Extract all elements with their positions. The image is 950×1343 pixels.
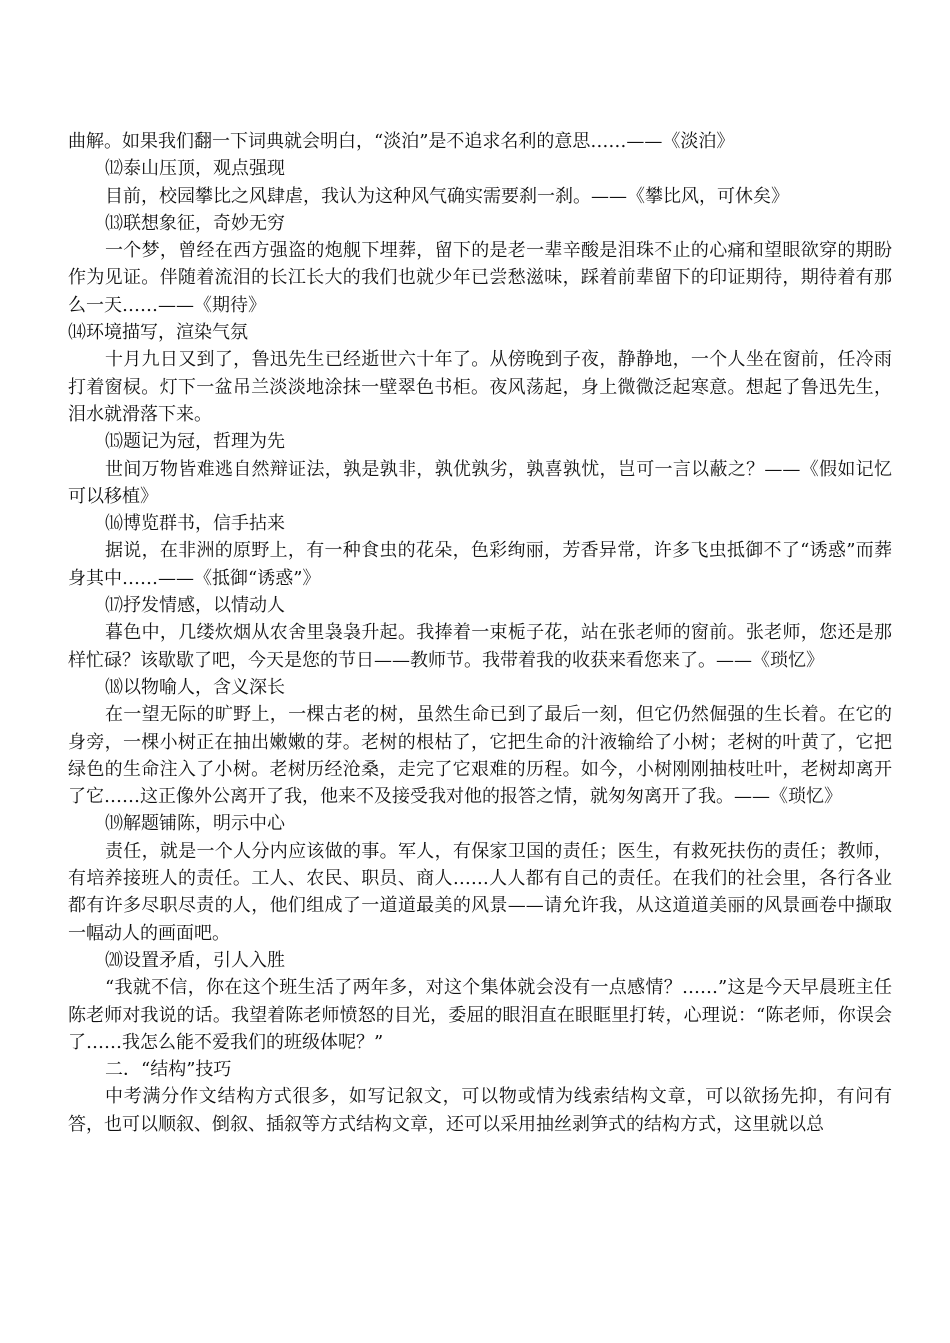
heading-20: ⒇设置矛盾，引人入胜 — [105, 949, 285, 971]
heading-12: ⑿泰山压顶，观点强现 — [105, 158, 285, 180]
heading-15: ⒂题记为冠，哲理为先 — [105, 431, 285, 453]
paragraph-20: “我就不信，你在这个班生活了两年多，对这个集体就会没有一点感情？……”这是今天早晨班主任陈老师对我说的话。我望着陈老师愤怒的目光，委屈的眼泪直在眼眶里打转，心理说：“陈老师，你误会了……我怎么能不爱我们的班级体呢？” — [68, 977, 892, 1053]
heading-14: ⒁环境描写，渲染气氛 — [68, 322, 248, 344]
heading-18: ⒅以物喻人，含义深长 — [105, 676, 285, 698]
paragraph-structure: 中考满分作文结构方式很多，如写记叙文，可以物或情为线索结构文章，可以欲扬先抑，有问有答，也可以顺叙、倒叙、插叙等方式结构文章，还可以采用抽丝剥笋式的结构方式，这里就以总 — [68, 1086, 892, 1135]
paragraph-14: 十月九日又到了，鲁迅先生已经逝世六十年了。从傍晚到子夜，静静地，一个人坐在窗前，任冷雨打着窗棂。灯下一盆吊兰淡淡地涂抹一壁翠色书柜。夜风荡起，身上微微泛起寒意。想起了鲁迅先生，泪水就滑落下来。 — [68, 349, 892, 425]
heading-19: ⒆解题铺陈，明示中心 — [105, 813, 285, 835]
heading-17: ⒄抒发情感，以情动人 — [105, 595, 285, 617]
section-heading-structure: 二．“结构”技巧 — [105, 1059, 232, 1081]
paragraph-15: 世间万物皆难逃自然辩证法，孰是孰非，孰优孰劣，孰喜孰忧，岂可一言以蔽之？——《假如记忆可以移植》 — [68, 458, 892, 507]
paragraph-16: 据说，在非洲的原野上，有一种食虫的花朵，色彩绚丽，芳香异常，许多飞虫抵御不了“诱惑”而葬身其中……——《抵御“诱惑”》 — [68, 540, 892, 589]
paragraph-17: 暮色中，几缕炊烟从农舍里袅袅升起。我捧着一束栀子花，站在张老师的窗前。张老师，您还是那样忙碌？该歇歇了吧，今天是您的节日——教师节。我带着我的收获来看您来了。——《琐忆》 — [68, 622, 892, 671]
document-page — [68, 128, 892, 1138]
paragraph-danbo-end: 曲解。如果我们翻一下词典就会明白，“淡泊”是不追求名利的意思……——《淡泊》 — [68, 131, 735, 152]
paragraph-18: 在一望无际的旷野上，一棵古老的树，虽然生命已到了最后一刻，但它仍然倔强的生长着。在它的身旁，一棵小树正在抽出嫩嫩的芽。老树的根枯了，它把生命的汁液输给了小树；老树的叶黄了，它把绿色的生命注入了小树。老树历经沧桑，走完了它艰难的历程。如今，小树刚刚抽枝吐叶，老树却离开了它……这正像外公离开了我，他来不及接受我对他的报答之情，就匆匆离开了我。——《琐忆》 — [68, 704, 892, 808]
paragraph-19: 责任，就是一个人分内应该做的事。军人，有保家卫国的责任；医生，有救死扶伤的责任；教师，有培养接班人的责任。工人、农民、职员、商人……人人都有自己的责任。在我们的社会里，各行各业都有许多尽职尽责的人，他们组成了一道道最美的风景——请允许我，从这道道美丽的风景画卷中撷取一幅动人的画面吧。 — [68, 840, 892, 944]
heading-16: ⒃博览群书，信手拈来 — [105, 513, 285, 535]
paragraph-13: 一个梦，曾经在西方强盗的炮舰下埋葬，留下的是老一辈辛酸是泪珠不止的心痛和望眼欲穿的期盼作为见证。伴随着流泪的长江长大的我们也就少年已尝愁滋味，踩着前辈留下的印证期待，期待着有那么一天……——《期待》 — [68, 240, 892, 316]
paragraph-12: 目前，校园攀比之风肆虐，我认为这种风气确实需要刹一刹。——《攀比风，可休矣》 — [105, 185, 789, 207]
heading-13: ⒀联想象征，奇妙无穷 — [105, 212, 285, 234]
